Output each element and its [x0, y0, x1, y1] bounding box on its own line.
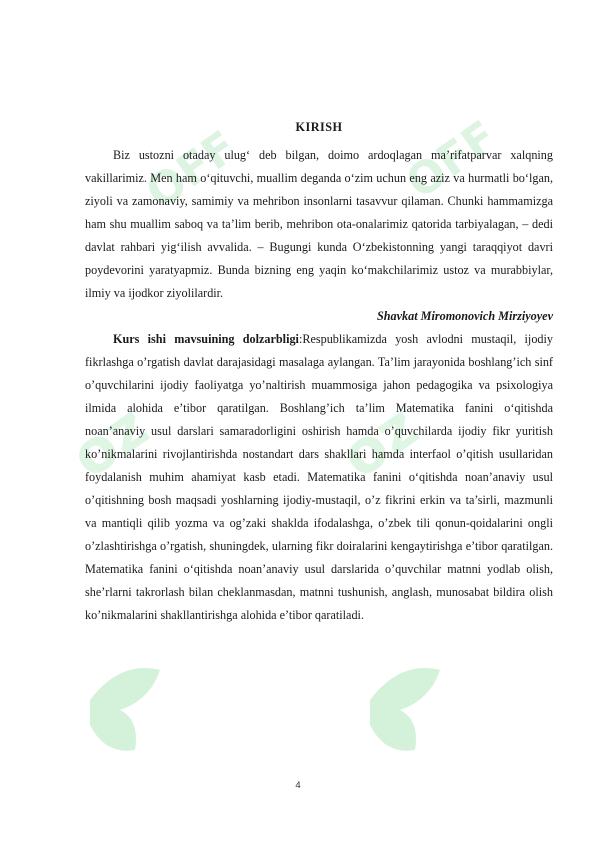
section-title: KIRISH	[295, 120, 343, 134]
document-page	[85, 120, 553, 627]
svg-text:OFF: OFF	[397, 111, 507, 210]
watermark-logo-bottom	[90, 668, 440, 751]
svg-text:OFF: OFF	[137, 121, 247, 220]
relevance-lead: Kurs ishi mavsuining dolzarbligi	[113, 332, 299, 346]
svg-text:oz: oz	[58, 391, 161, 493]
svg-text:oz: oz	[328, 391, 431, 493]
quote-author: Shavkat Miromonovich Mirziyoyev	[376, 309, 553, 323]
intro-paragraph: Biz ustozni otaday ulug‘ deb bilgan, doimo ardoqlagan ma’rifatparvar xalqning vakillarimiz. Men ham o‘qituvchi, muallim deganda o‘zim uchun eng aziz va hurmatli bo‘lgan, ziyoli va zamonaviy, samimiy va mehribon insonlarni tasavvur qilaman. Chunki hammamizga ham shu muallim saboq va ta’lim berib, mehribon ota-onalarimiz qatorida tarbiyalagan, – dedi davlat rahbari yig‘ilish avvalida. – Bugungi kunda O‘zbekistonning yangi taraqqiyot davri poydevorini yaratyapmiz. Bunda bizning eng yaqin ko‘makchilarimiz ustoz va murabbiylar, ilmiy va ijodkor ziyolilardir.	[85, 148, 553, 300]
relevance-paragraph	[85, 328, 553, 627]
relevance-text: :Respublikamizda yosh avlodni mustaqil, ijodiy fikrlashga o’rgatish davlat darajasidagi masalaga aylangan. Ta’lim jarayonida boshlang’ich sinf o’quvchilarini ijodiy faoliyatga yo’naltirish muammosiga jahon pedagogika va psixologiya ilmida alohida e’tibor qaratilgan. Boshlang’ich ta’lim Matematika fanini o‘qitishda noan’anaviy usul darslari samaradorligini oshirish hamda o’quvchilarda ijodiy fikr yuritish ko’nikmalarini rivojlantirishda nostandart dars shakllari hamda interfaol o’qitish usullaridan foydalanish muhim ahamiyat kasb etadi. Matematika fanini o‘qitishda noan’anaviy usul o’qitishning bosh maqsadi yoshlarning ijodiy-mustaqil, o’z fikrini erkin va ta’sirli, mazmunli va mantiqli qilib yozma va og’zaki shaklda ifodalashga, o’zbek tili qonun-qoidalarini ongli o’zlashtirishga o’rgatish, shuningdek, ularning fikr doiralarini kengaytirishga e’tibor qaratilgan. Matematika fanini o‘qitishda noan’anaviy usul darslarida o’quvchilar matnni yodlab olish, she’rlarni takrorlash bilan cheklanmasdan, matnni tushunish, anglash, munosabat bildira olish ko’nikmalarini shakllantirishga alohida e’tibor qaratiladi.	[85, 332, 553, 622]
page-number: 4	[295, 780, 301, 791]
